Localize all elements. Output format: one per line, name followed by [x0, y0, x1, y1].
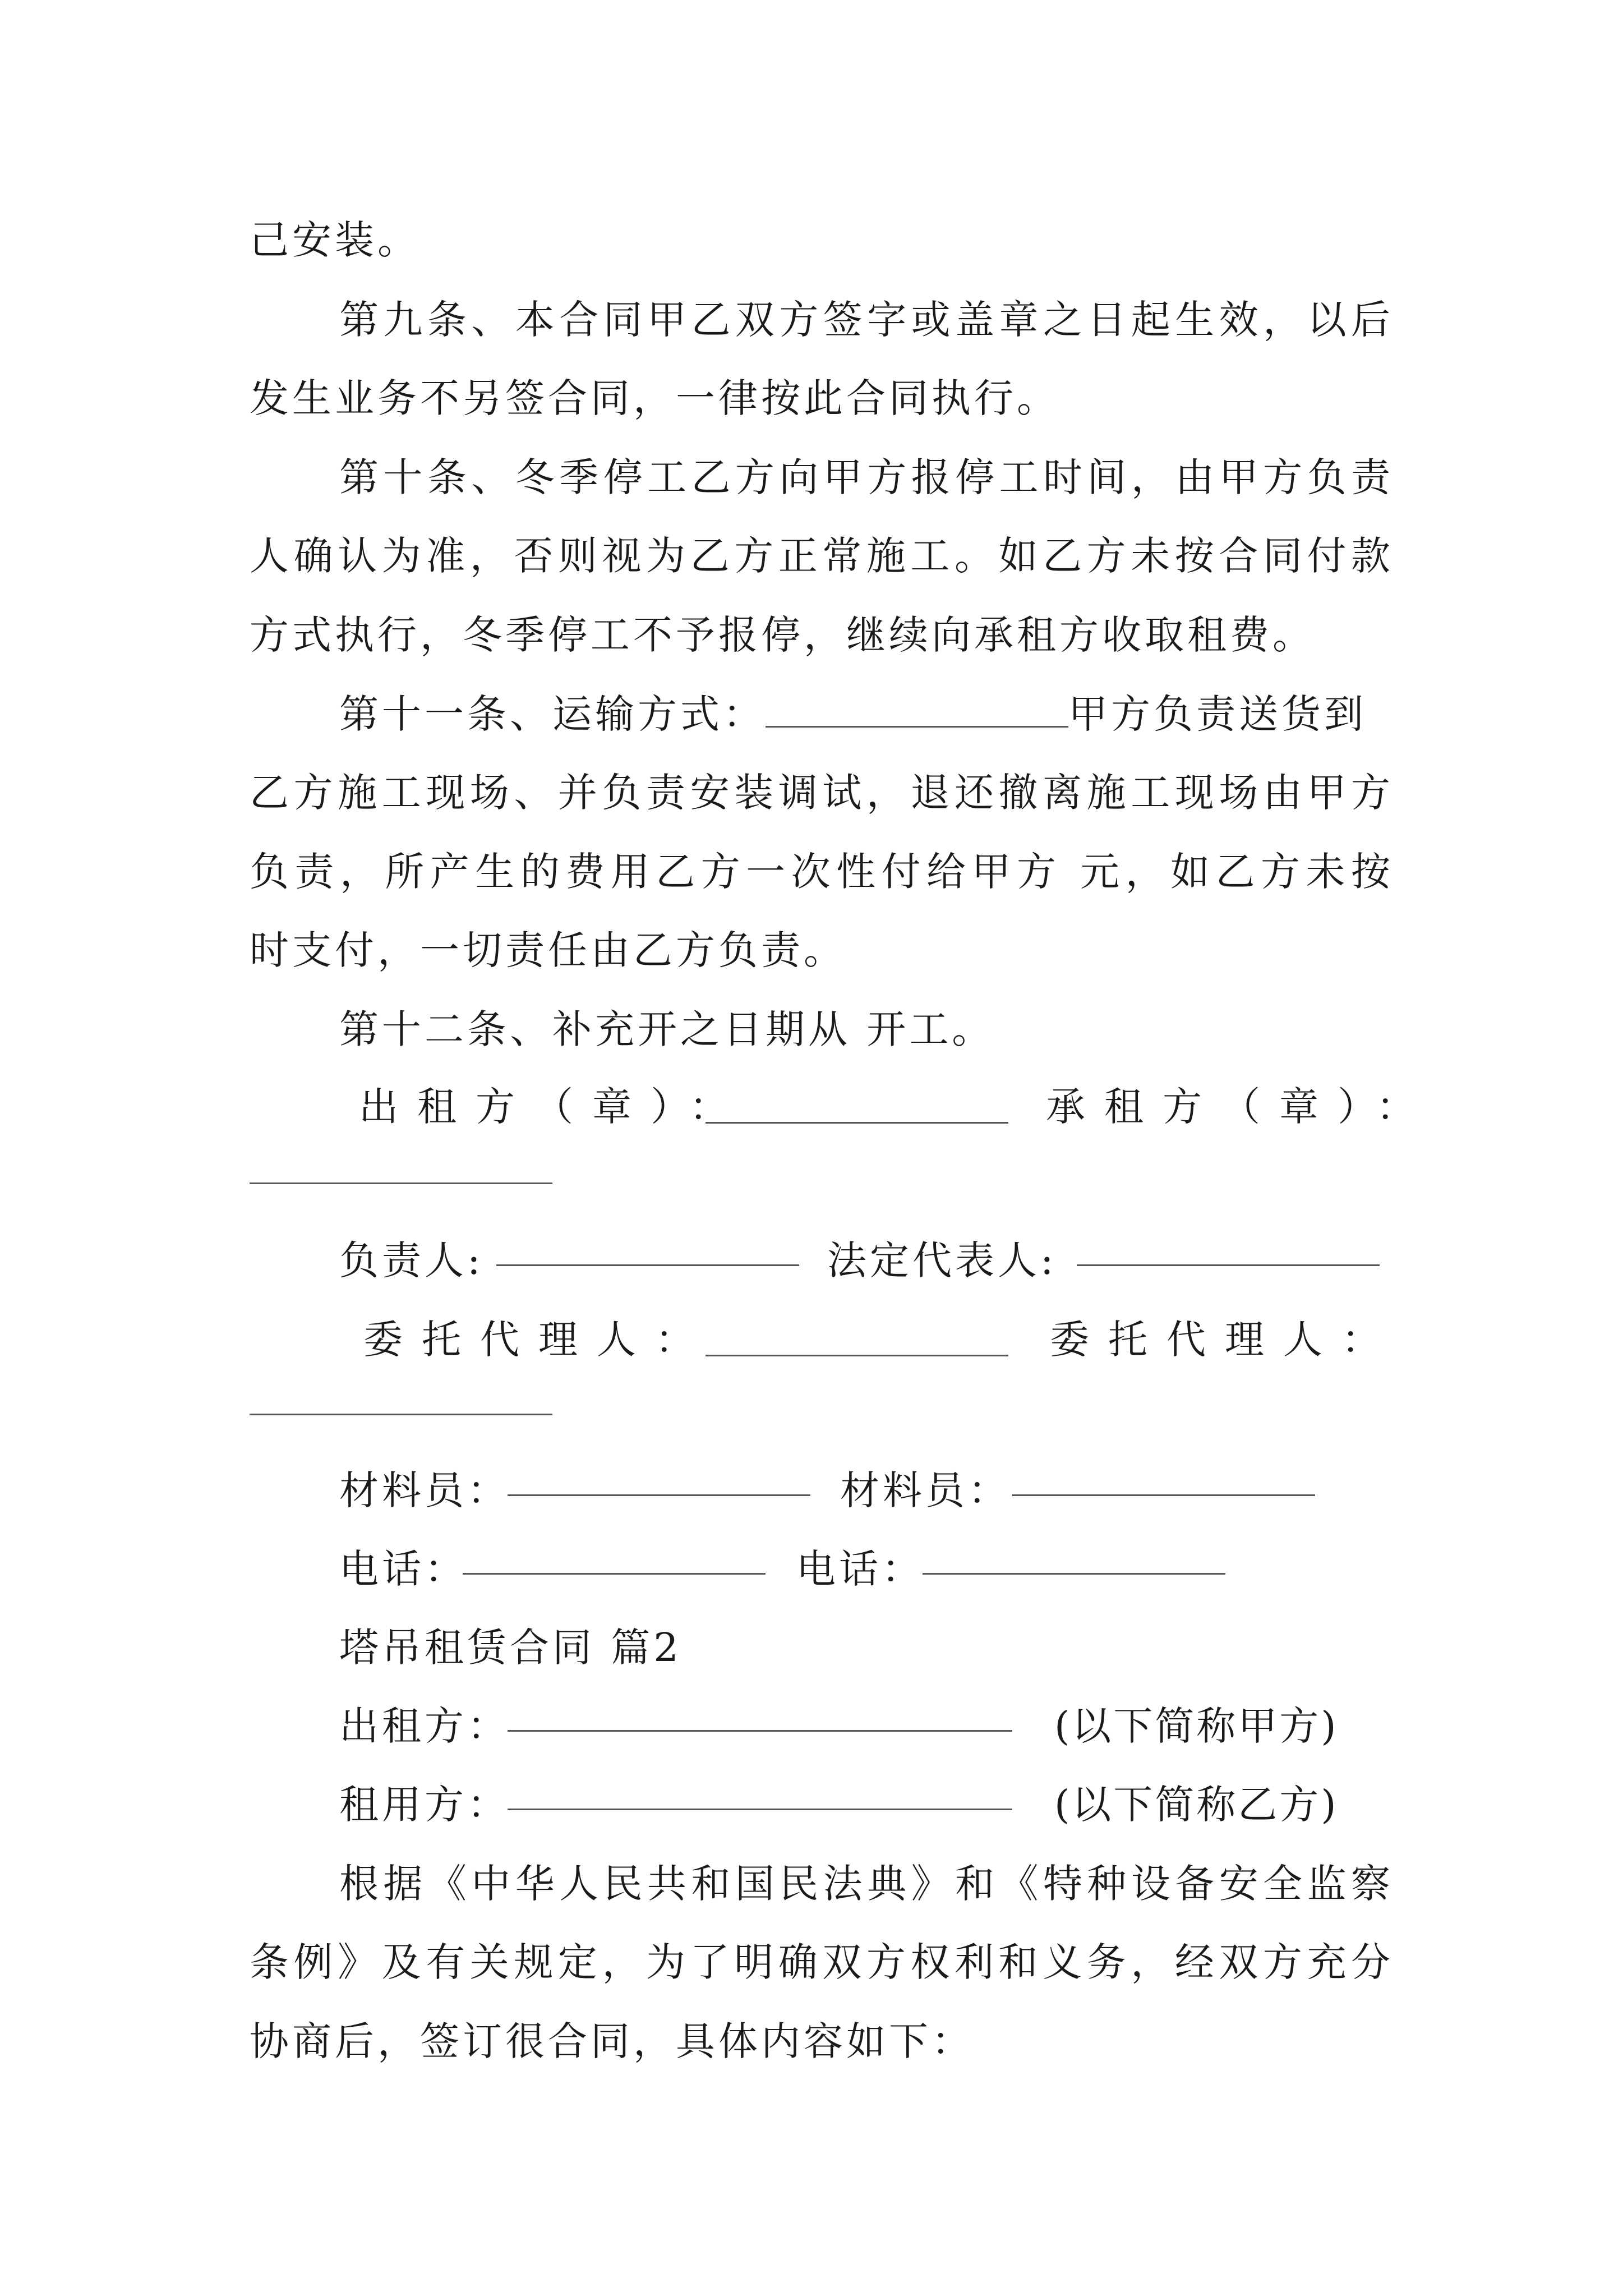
material-label-a: 材料员： — [339, 1467, 510, 1513]
agent-label-a: 委托代理人： — [363, 1317, 713, 1363]
responsible-label: 负责人: — [339, 1237, 484, 1283]
phone-label-b: 电话： — [796, 1546, 924, 1592]
legal-rep-label: 法定代表人: — [827, 1237, 1057, 1283]
paragraph-line: 己安装。 — [250, 217, 420, 263]
lessor-seal-label: 出租方（章）： — [359, 1084, 748, 1130]
article-12-line: 第十二条、补充开之日期从 开工。 — [339, 1006, 995, 1052]
article-10-line: 第十条、冬季停工乙方向甲方报停工时间，由甲方负责 — [339, 454, 1394, 500]
phone-label-a: 电话： — [339, 1546, 467, 1592]
article-11-line: 乙方施工现场、并负责安装调试，退还撤离施工现场由甲方 — [250, 770, 1394, 816]
transport-text: 甲方负责送货到 — [1068, 691, 1367, 737]
article-10-line: 人确认为准，否则视为乙方正常施工。如乙方未按合同付款 — [250, 533, 1394, 579]
article-9-line: 发生业务不另签合同，一律按此合同执行。 — [250, 375, 1059, 421]
article-11-line: 时支付，一切责任由乙方负责。 — [250, 927, 846, 973]
lessee-seal-label: 承租方（章）： — [1046, 1084, 1435, 1130]
article-9-line: 第九条、本合同甲乙双方签字或盖章之日起生效，以后 — [339, 297, 1394, 343]
responsible-blank — [496, 1264, 799, 1266]
intro-line: 根据《中华人民共和国民法典》和《特种设备安全监察 — [339, 1861, 1394, 1907]
article-10-line: 方式执行，冬季停工不予报停，继续向承租方收取租费。 — [250, 612, 1315, 658]
lessee-note: (以下简称乙方) — [1054, 1782, 1339, 1828]
lessee-seal-blank — [250, 1182, 552, 1184]
section-title: 塔吊租赁合同 篇2 — [339, 1625, 682, 1671]
lessee-label: 租用方： — [339, 1782, 510, 1828]
article-11-line — [339, 675, 1394, 753]
phone-blank-b — [923, 1573, 1225, 1575]
lessor-label: 出租方： — [339, 1703, 510, 1749]
lessee-blank — [508, 1809, 1012, 1810]
phone-blank-a — [463, 1573, 766, 1575]
transport-blank — [766, 678, 1068, 728]
material-label-b: 材料员： — [840, 1467, 1011, 1513]
transport-label: 第十一条、运输方式： — [339, 691, 766, 737]
intro-line: 条例》及有关规定，为了明确双方权利和义务，经双方充分 — [250, 1939, 1394, 1985]
legal-rep-blank — [1077, 1264, 1380, 1266]
material-blank-b — [1012, 1494, 1315, 1496]
agent-label-b: 委托代理人： — [1050, 1317, 1400, 1363]
article-11-line: 负责，所产生的费用乙方一次性付给甲方 元，如乙方未按 — [250, 849, 1394, 895]
lessor-seal-blank — [706, 1122, 1008, 1124]
agent-blank-b — [250, 1414, 552, 1415]
intro-line: 协商后，签订很合同，具体内容如下： — [250, 2018, 974, 2064]
lessor-blank — [508, 1730, 1012, 1732]
lessor-note: (以下简称甲方) — [1054, 1703, 1339, 1749]
material-blank-a — [508, 1494, 810, 1496]
agent-blank-a — [706, 1355, 1008, 1356]
